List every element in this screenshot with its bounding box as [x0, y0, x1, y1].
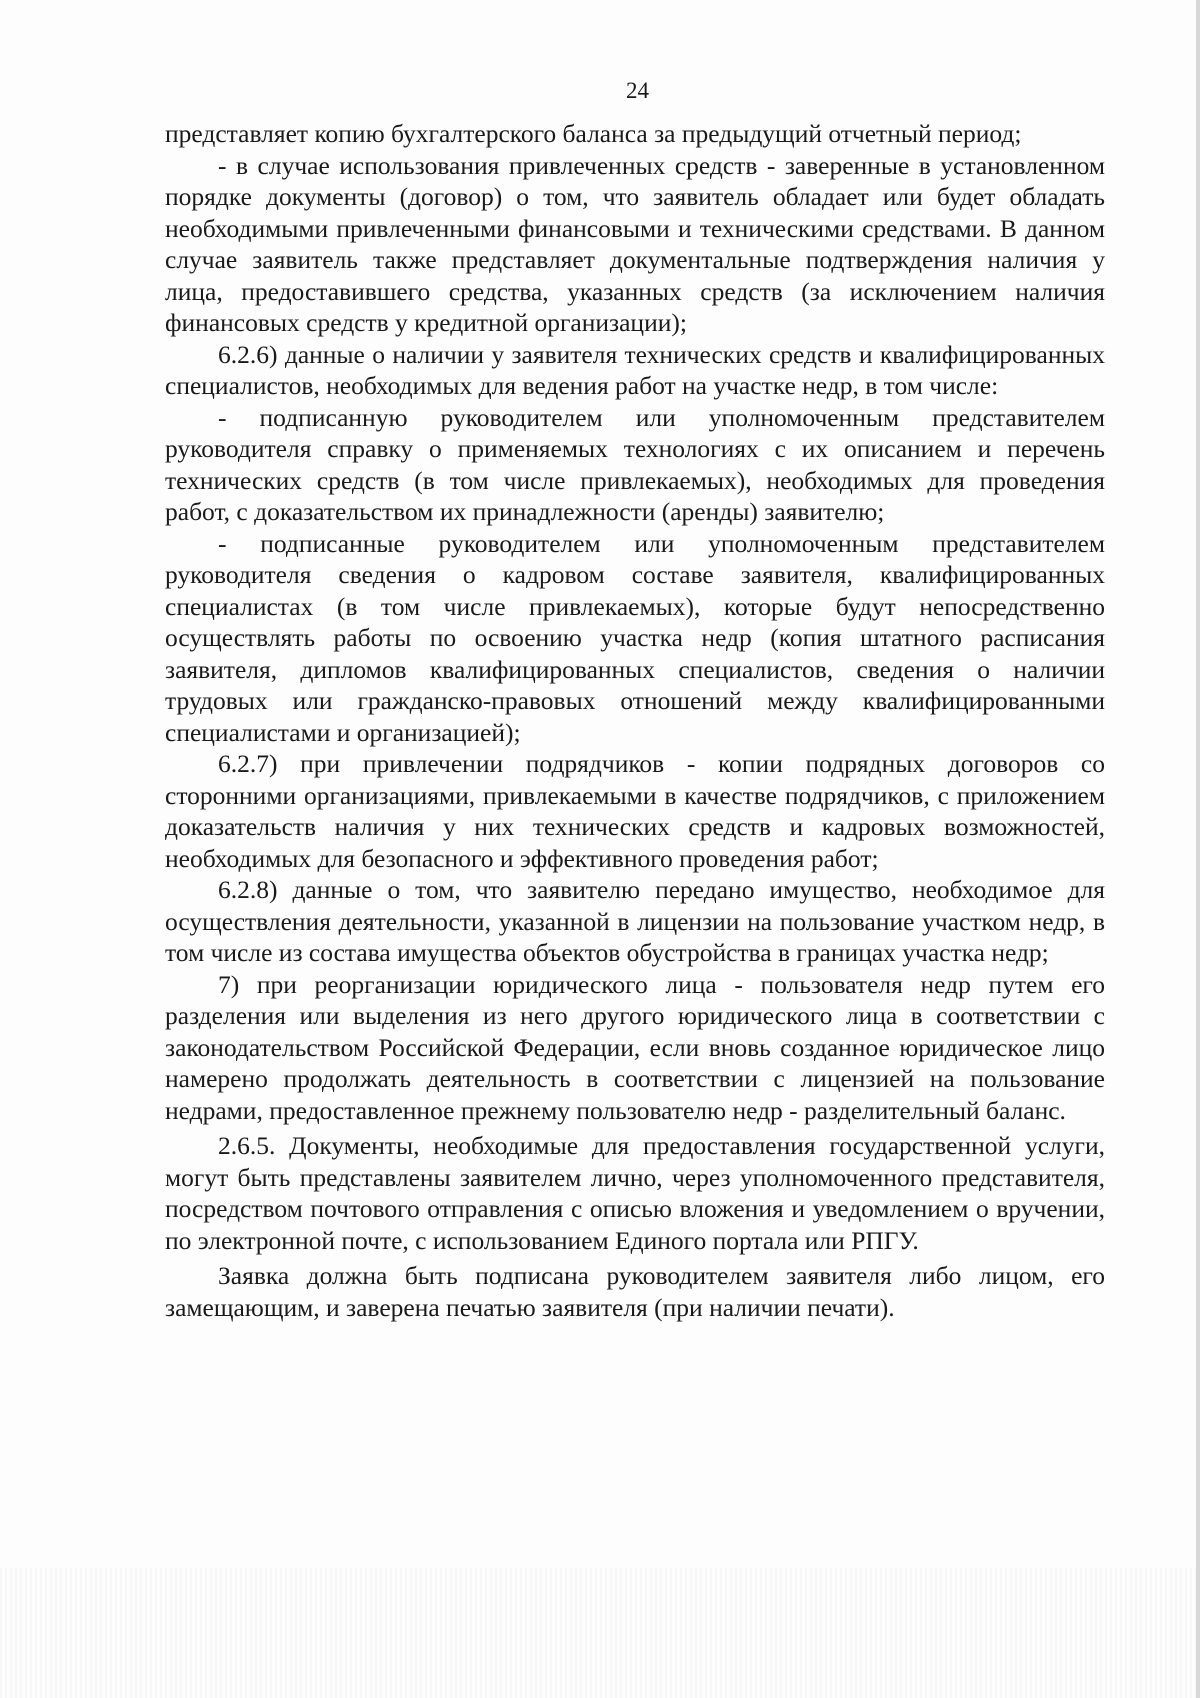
- document-body: [165, 118, 1105, 1323]
- paragraph-balance-copy: представляет копию бухгалтерского баланса за предыдущий отчетный период;: [165, 119, 1022, 148]
- paragraph-6-2-7: 6.2.7) при привлечении подрядчиков - копии подрядных договоров со сторонними организациями, привлекаемыми в качестве подрядчиков, с приложением доказательств наличия у них технических средств и кадровых возможностей, необходимых для безопасного и эффективного проведения работ;: [165, 749, 1105, 873]
- paragraph-staff-info: - подписанные руководителем или уполномоченным представителем руководителя сведения о кадровом составе заявителя, квалифицированных специалистах (в том числе привлекаемых), которые будут непосредственно осуществлять работы по освоению участка недр (копия штатного расписания заявителя, дипломов квалифицированных специалистов, сведения о наличии трудовых или гражданско-правовых отношений между квалифицированными специалистами и организацией);: [165, 528, 1105, 747]
- page-number: 24: [626, 78, 649, 103]
- paragraph-technology-certificate: - подписанную руководителем или уполномоченным представителем руководителя справку о применяемых технологиях с их описанием и перечень технических средств (в том числе привлекаемых), необходимых для проведения работ, с доказательством их принадлежности (аренды) заявителю;: [165, 402, 1105, 526]
- paragraph-attracted-funds: - в случае использования привлеченных средств - заверенные в установленном порядке документы (договор) о том, что заявитель обладает или будет обладать необходимыми привлеченными финансовыми и техническими средствами. В данном случае заявитель также представляет документальные подтверждения наличия у лица, предоставившего средства, указанных средств (за исключением наличия финансовых средств у кредитной организации);: [165, 150, 1105, 337]
- scan-edge-right: [1196, 0, 1200, 1698]
- paragraph-signature-requirement: Заявка должна быть подписана руководителем заявителя либо лицом, его замещающим, и заверена печатью заявителя (при наличии печати).: [165, 1261, 1105, 1322]
- paragraph-2-6-5: 2.6.5. Документы, необходимые для предоставления государственной услуги, могут быть представлены заявителем лично, через уполномоченного представителя, посредством почтового отправления с описью вложения и уведомлением о вручении, по электронной почте, с использованием Единого портала или РПГУ.: [165, 1131, 1105, 1255]
- scan-noise-bottom: [0, 1568, 1200, 1698]
- paragraph-7-reorganization: 7) при реорганизации юридического лица - пользователя недр путем его разделения или выделения из него другого юридического лица в соответствии с законодательством Российской Федерации, если вновь созданное юридическое лицо намерено продолжать деятельность в соответствии с лицензией на пользование недрами, предоставленное прежнему пользователю недр - разделительный баланс.: [165, 969, 1105, 1125]
- paragraph-6-2-6: 6.2.6) данные о наличии у заявителя технических средств и квалифицированных специалистов, необходимых для ведения работ на участке недр, в том числе:: [165, 339, 1105, 400]
- paragraph-6-2-8: 6.2.8) данные о том, что заявителю передано имущество, необходимое для осуществления деятельности, указанной в лицензии на пользование участком недр, в том числе из состава имущества объектов обустройства в границах участка недр;: [165, 875, 1105, 967]
